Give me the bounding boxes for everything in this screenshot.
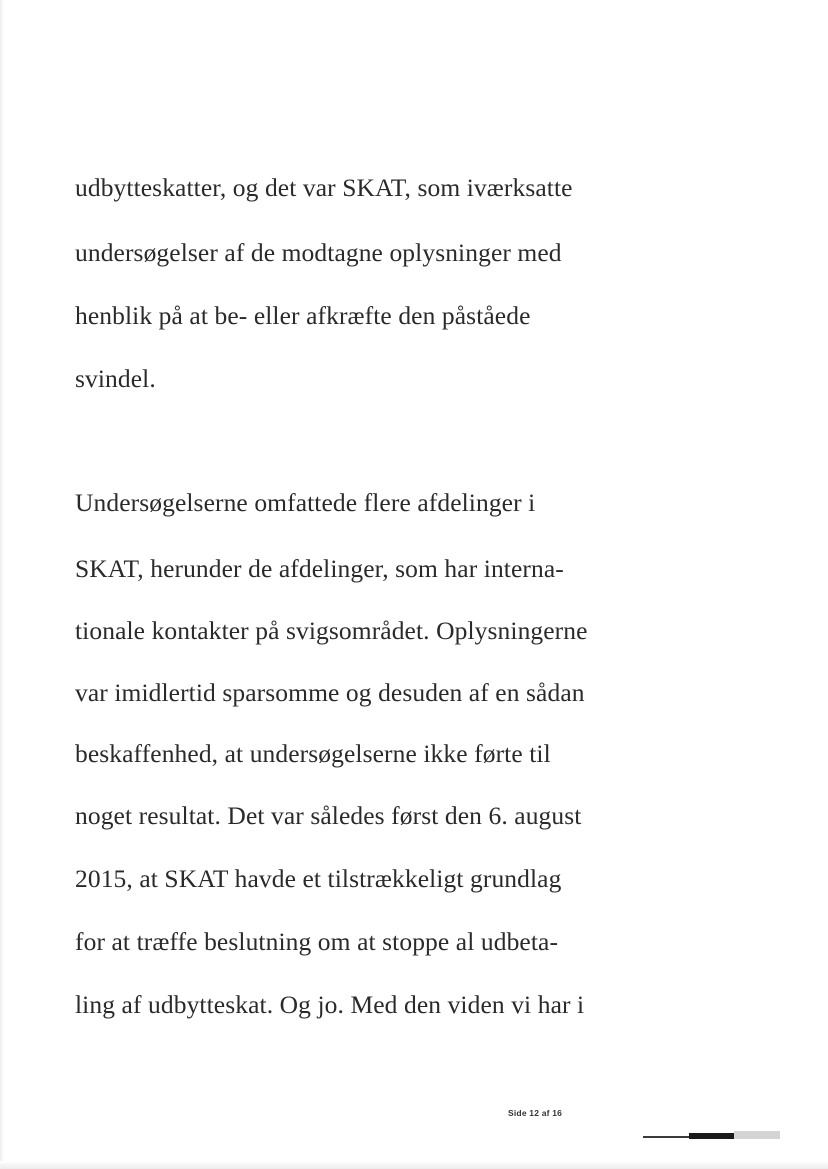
text-line: tionale kontakter på svigsområdet. Oplysningerne <box>75 616 588 645</box>
text-line: 2015, at SKAT havde et tilstrækkeligt grundlag <box>75 864 562 893</box>
footer-bar-thick-segment <box>689 1133 734 1139</box>
text-line: beskaffenhed, at undersøgelserne ikke førte til <box>75 739 551 768</box>
footer-bar-grey-segment <box>734 1131 780 1139</box>
text-line: Undersøgelserne omfattede flere afdelinger i <box>75 488 536 517</box>
text-line: noget resultat. Det var således først den 6. august <box>75 801 582 830</box>
text-line: var imidlertid sparsomme og desuden af en sådan <box>75 678 585 707</box>
scan-edge-bottom <box>0 1161 828 1169</box>
text-line: undersøgelser af de modtagne oplysninger med <box>75 238 562 267</box>
text-line: henblik på at be- eller afkræfte den påståede <box>75 301 531 330</box>
text-line: udbytteskatter, og det var SKAT, som iværksatte <box>75 173 573 202</box>
text-line: SKAT, herunder de afdelinger, som har interna- <box>75 554 564 583</box>
scan-edge-left <box>0 0 4 1169</box>
text-line: svindel. <box>75 364 156 393</box>
text-line: for at træffe beslutning om at stoppe al udbeta- <box>75 927 559 956</box>
text-line: ling af udbytteskat. Og jo. Med den viden vi har i <box>75 990 585 1019</box>
page-number: Side 12 af 16 <box>508 1108 563 1118</box>
footer-bar-thin-segment <box>643 1136 689 1138</box>
